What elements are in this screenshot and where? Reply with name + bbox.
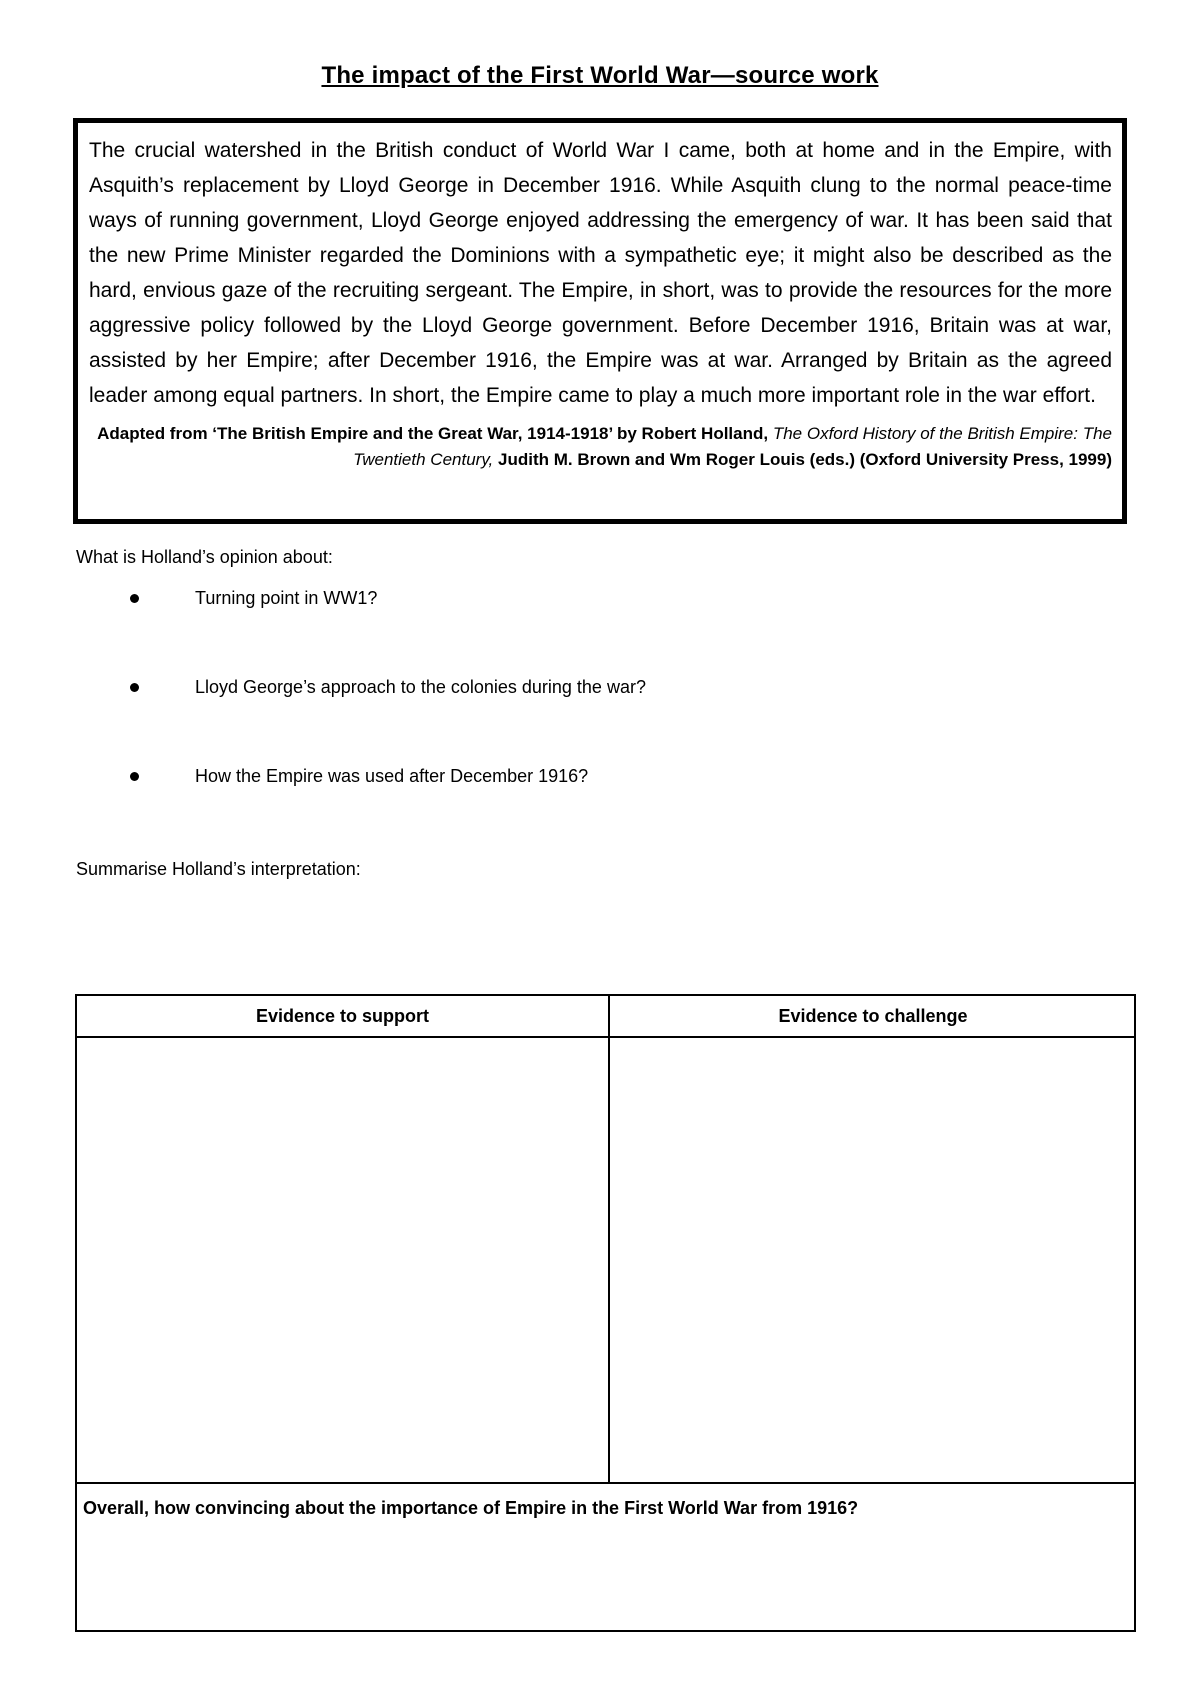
citation-article: Adapted from ‘The British Empire and the Great War, 1914-1918’ by Robert Holland, [97, 424, 773, 443]
bullet-icon [130, 594, 139, 603]
source-extract-text: The crucial watershed in the British conduct of World War I came, both at home and in the Empire, with Asquith’s replacement by Lloyd George in December 1916. While Asquith clung to the normal peace-time ways of running government, Lloyd George enjoyed addressing the emergency of war. It has been said that the new Prime Minister regarded the Dominions with a sympathetic eye; it might also be described as the hard, envious gaze of the recruiting sergeant. The Empire, in short, was to provide the resources for the more aggressive policy followed by the Lloyd George government. Before December 1916, Britain was at war, assisted by her Empire; after December 1916, the Empire was at war. Arranged by Britain as the agreed leader among equal partners. In short, the Empire came to play a much more important role in the war effort. [89, 139, 1112, 407]
summary-question-lead: Summarise Holland’s interpretation: [76, 859, 361, 879]
opinion-question-lead: What is Holland’s opinion about: [76, 547, 333, 567]
question-text: How the Empire was used after December 1916? [195, 766, 589, 786]
answer-space-turning-point[interactable] [188, 616, 1128, 676]
citation-book-title: The Oxford History of the British Empire: The Twentieth Century, [353, 424, 1112, 469]
answer-space-lloyd-george[interactable] [188, 705, 1128, 765]
question-item [128, 766, 588, 787]
source-citation [89, 421, 1112, 473]
overall-question: Overall, how convincing about the importance of Empire in the First World War from 1916? [83, 1498, 859, 1518]
evidence-support-header: Evidence to support [255, 1006, 430, 1026]
evidence-challenge-header: Evidence to challenge [778, 1006, 968, 1026]
question-item [128, 588, 377, 609]
question-text: Turning point in WW1? [195, 588, 378, 608]
citation-editors: Judith M. Brown and Wm Roger Louis (eds.) (Oxford University Press, 1999) [493, 450, 1112, 469]
page-title: The impact of the First World War—source work [321, 62, 879, 89]
answer-space-summary[interactable] [76, 888, 1126, 983]
question-text: Lloyd George’s approach to the colonies during the war? [195, 677, 646, 697]
overall-row[interactable] [77, 1482, 1134, 1630]
bullet-icon [130, 683, 139, 692]
evidence-challenge-cell[interactable] [610, 1038, 1134, 1482]
evidence-table [75, 994, 1136, 1632]
evidence-support-cell[interactable] [77, 1038, 608, 1482]
question-item [128, 677, 646, 698]
source-extract-box [73, 118, 1127, 524]
answer-space-empire-use[interactable] [188, 794, 1128, 849]
evidence-table-header [77, 996, 1134, 1038]
bullet-icon [130, 772, 139, 781]
